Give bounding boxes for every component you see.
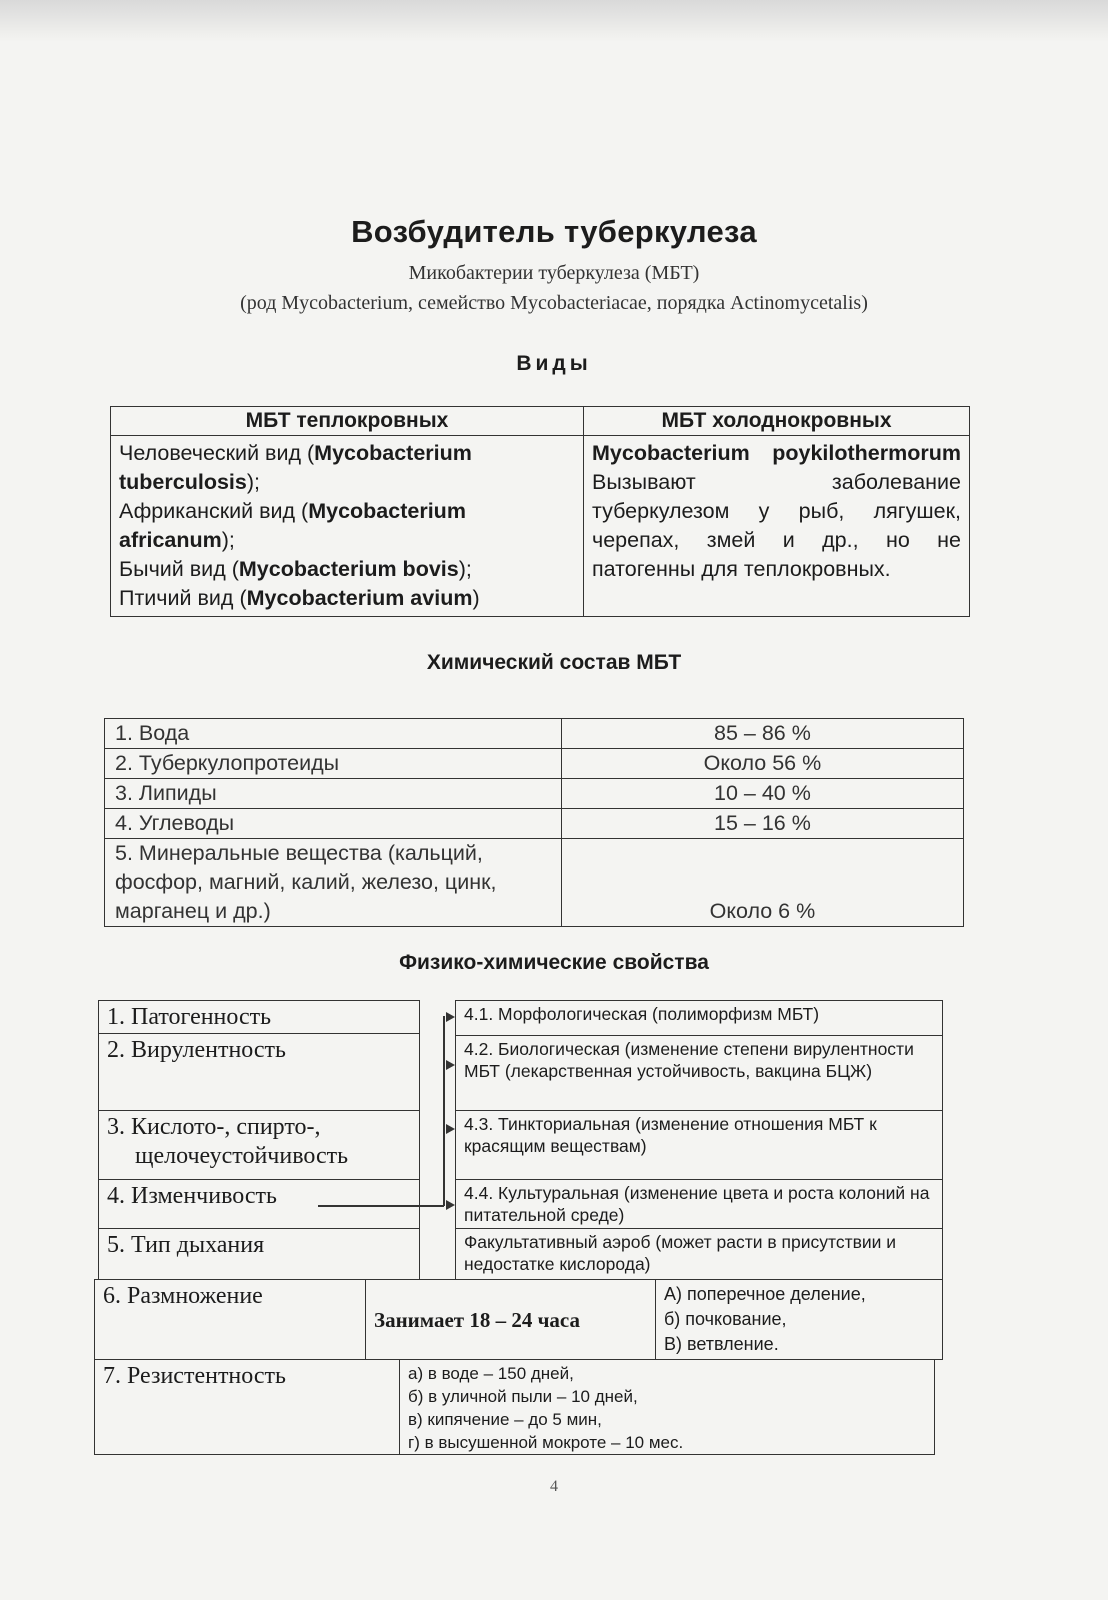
taxonomy-line: (род Mycobacterium, семейство Mycobacteriacae, порядка Actinomycetalis) [240, 292, 868, 314]
species-table [110, 406, 970, 617]
property-resistance: 7. Резистентность [94, 1359, 400, 1455]
variability-biological: 4.2. Биологическая (изменение степени вирулентности МБТ (лекарственная устойчивость, вакцина БЦЖ) [455, 1035, 943, 1111]
scan-top-shadow [0, 0, 1108, 42]
chemical-table [104, 718, 964, 927]
header-cold-blooded: МБТ холоднокровных [584, 407, 970, 436]
resistance-list: а) в воде – 150 дней, б) в уличной пыли – 10 дней, в) кипячение – до 5 мин, г) в высушенной мокроте – 10 мес. [399, 1359, 935, 1455]
reproduction-time: Занимает 18 – 24 часа [365, 1279, 656, 1360]
property-variability: 4. Изменчивость [98, 1179, 420, 1229]
arrow-right-icon [446, 1200, 455, 1210]
page-subtitle: Микобактерии туберкулеза (МБТ) [408, 262, 700, 284]
table-row: 4. Углеводы 15 – 16 % [105, 809, 964, 839]
table-row: 1. Вода 85 – 86 % [105, 719, 964, 749]
table-row: 2. Туберкулопротеиды Около 56 % [105, 749, 964, 779]
reproduction-modes: А) поперечное деление, б) почкование, В) ветвление. [655, 1279, 943, 1360]
property-respiration: 5. Тип дыхания [98, 1228, 420, 1280]
warm-blooded-species [111, 436, 584, 617]
connector-line [318, 1205, 444, 1207]
page-title: Возбудитель туберкулеза [351, 214, 757, 249]
species-entry: Человеческий вид (Mycobacterium tuberculosis); [119, 441, 472, 494]
arrow-right-icon [446, 1060, 455, 1070]
species-entry: Африканский вид (Mycobacterium africanum); [119, 499, 466, 552]
table-row: 3. Липиды 10 – 40 % [105, 779, 964, 809]
property-pathogenicity: 1. Патогенность [98, 1000, 420, 1034]
cold-blooded-species: Mycobacterium poykilothermorum Вызывают заболевание туберкулезом у рыб, лягушек, черепах, змей и др., но не патогенны для теплокровных. [584, 436, 970, 617]
variability-tinctorial: 4.3. Тинкториальная (изменение отношения МБТ к красящим веществам) [455, 1110, 943, 1180]
respiration-type: Факультативный аэроб (может расти в присутствии и недостатке кислорода) [455, 1228, 943, 1280]
property-virulence: 2. Вирулентность [98, 1033, 420, 1111]
species-entry: Бычий вид (Mycobacterium bovis); [119, 557, 472, 581]
header-warm-blooded: МБТ теплокровных [111, 407, 584, 436]
physico-heading: Физико-химические свойства [399, 951, 709, 974]
connector-line [443, 1016, 445, 1206]
variability-cultural: 4.4. Культуральная (изменение цвета и роста колоний на питательной среде) [455, 1179, 943, 1229]
species-heading: Виды [516, 352, 592, 375]
page-number: 4 [550, 1478, 558, 1495]
chemical-heading: Химический состав МБТ [426, 651, 682, 674]
species-entry: Птичий вид (Mycobacterium avium) [119, 586, 480, 610]
table-row: 5. Минеральные вещества (кальций, фосфор, магний, калий, железо, цинк, марганец и др.) Около 6 % [105, 839, 964, 927]
arrow-right-icon [446, 1124, 455, 1134]
property-acid-resistance: 3. Кислото-, спирто-, щелочеустойчивость [98, 1110, 420, 1180]
arrow-right-icon [446, 1012, 455, 1022]
variability-morphological: 4.1. Морфологическая (полиморфизм МБТ) [455, 1000, 943, 1036]
property-reproduction: 6. Размножение [94, 1279, 366, 1360]
